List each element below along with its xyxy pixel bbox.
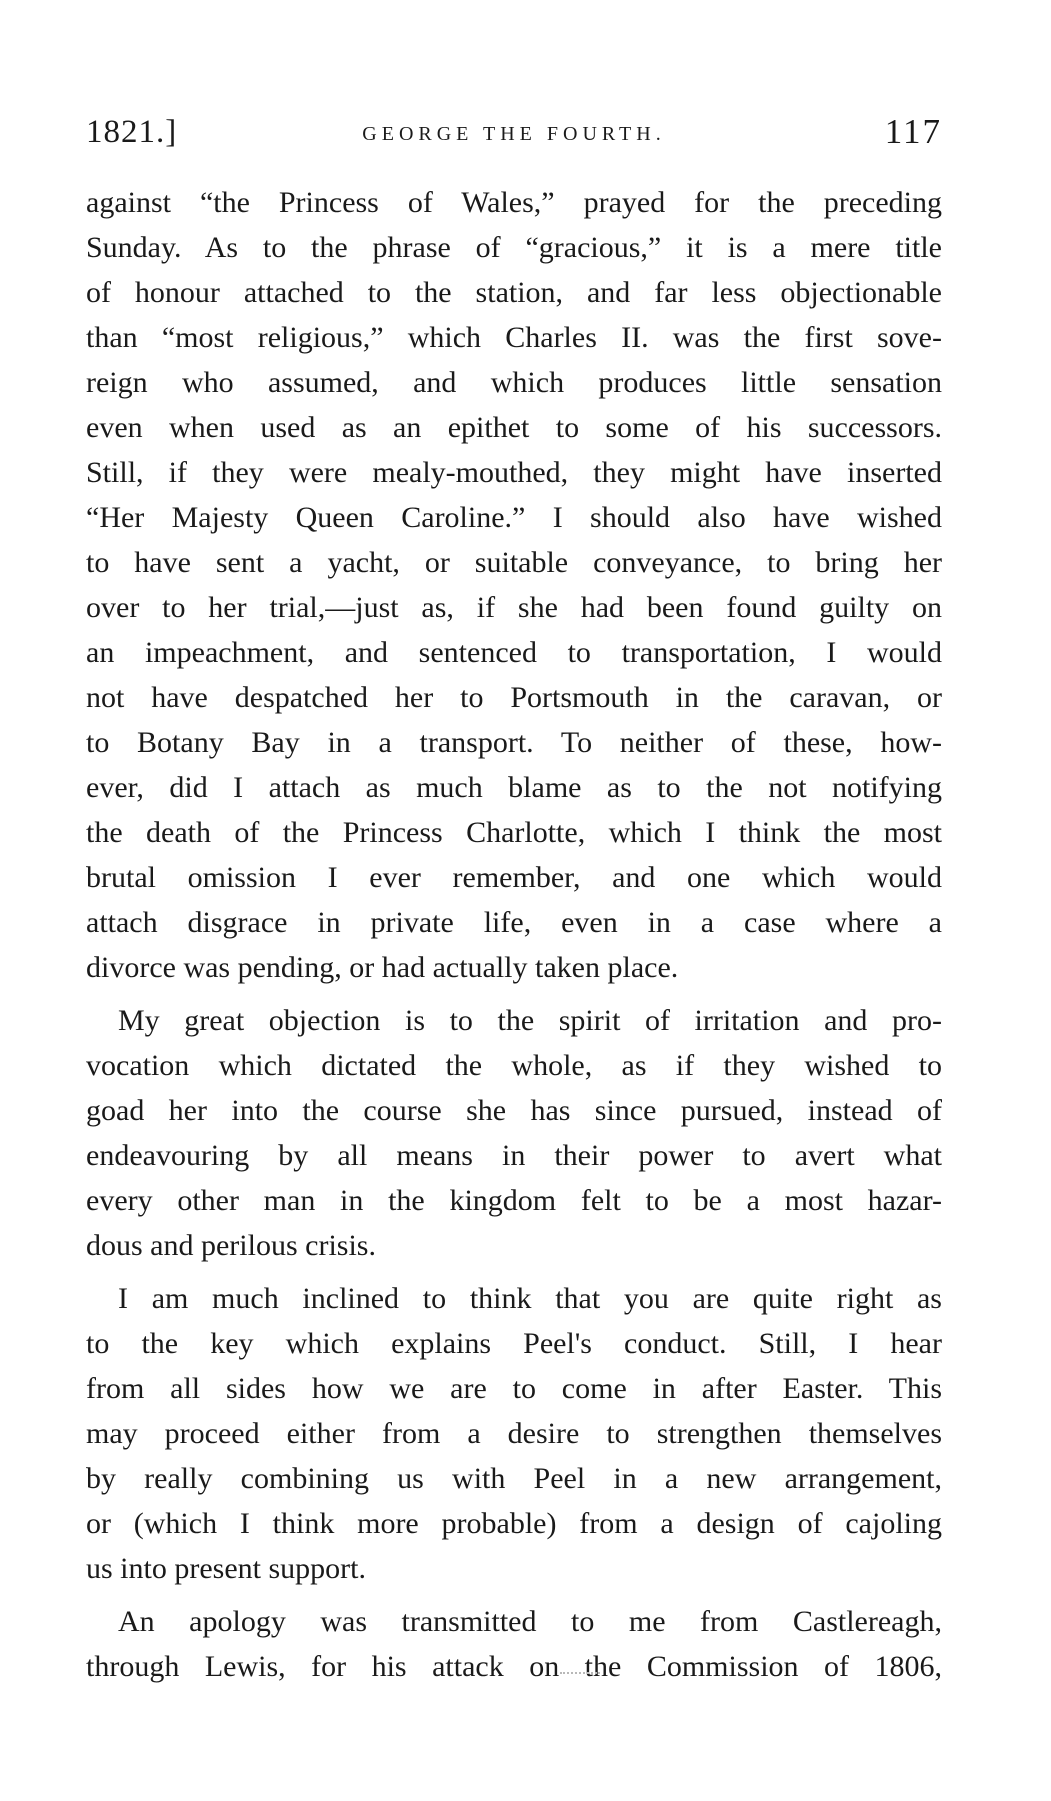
text-line: even when used as an epithet to some of his successors. [86,411,942,444]
text-line: reign who assumed, and which produces little sensation [86,366,942,399]
text-line: through Lewis, for his attack on the Commission of 1806, [86,1650,942,1683]
page-number: 117 [884,112,942,151]
text-line: An apology was transmitted to me from Castlereagh, [118,1605,942,1638]
text-line: dous and perilous crisis. [86,1229,376,1262]
text-line: My great objection is to the spirit of irritation and pro- [118,1004,942,1037]
text-line: divorce was pending, or had actually taken place. [86,951,679,984]
text-line: vocation which dictated the whole, as if they wished to [86,1049,942,1082]
running-head-year: 1821.] [86,114,178,150]
text-line: or (which I think more probable) from a design of cajoling [86,1507,942,1540]
body-text [86,180,942,1689]
text-line: against “the Princess of Wales,” prayed for the preceding [86,186,942,219]
running-head [86,108,942,156]
text-line: not have despatched her to Portsmouth in the caravan, or [86,681,942,714]
text-line: Sunday. As to the phrase of “gracious,” it is a mere title [86,231,942,264]
text-line: of honour attached to the station, and far less objectionable [86,276,942,309]
text-line: over to her trial,—just as, if she had been found guilty on [86,591,942,624]
text-line: to the key which explains Peel's conduct. Still, I hear [86,1327,942,1360]
text-line: to Botany Bay in a transport. To neither of these, how- [86,726,942,759]
paragraph-2 [86,998,942,1268]
paragraph-3 [86,1276,942,1591]
text-line: than “most religious,” which Charles II. was the first sove- [86,321,942,354]
running-head-title: GEORGE THE FOURTH. [362,123,666,145]
text-line: an impeachment, and sentenced to transportation, I would [86,636,942,669]
text-line: attach disgrace in private life, even in a case where a [86,906,942,939]
text-line: goad her into the course she has since pursued, instead of [86,1094,942,1127]
text-line: ever, did I attach as much blame as to the not notifying [86,771,942,804]
text-line: Still, if they were mealy-mouthed, they might have inserted [86,456,942,489]
text-line: every other man in the kingdom felt to be a most hazar- [86,1184,942,1217]
paragraph-1 [86,180,942,990]
text-line: brutal omission I ever remember, and one which would [86,861,942,894]
paragraph-4 [86,1599,942,1689]
print-speck-decoration [560,1672,600,1680]
text-line: by really combining us with Peel in a new arrangement, [86,1462,942,1495]
text-line: from all sides how we are to come in after Easter. This [86,1372,942,1405]
text-line: I am much inclined to think that you are quite right as [118,1282,942,1315]
text-line: may proceed either from a desire to strengthen themselves [86,1417,942,1450]
text-line: us into present support. [86,1552,366,1585]
text-line: “Her Majesty Queen Caroline.” I should also have wished [86,501,942,534]
text-line: to have sent a yacht, or suitable conveyance, to bring her [86,546,942,579]
text-line: the death of the Princess Charlotte, which I think the most [86,816,942,849]
text-line: endeavouring by all means in their power to avert what [86,1139,942,1172]
